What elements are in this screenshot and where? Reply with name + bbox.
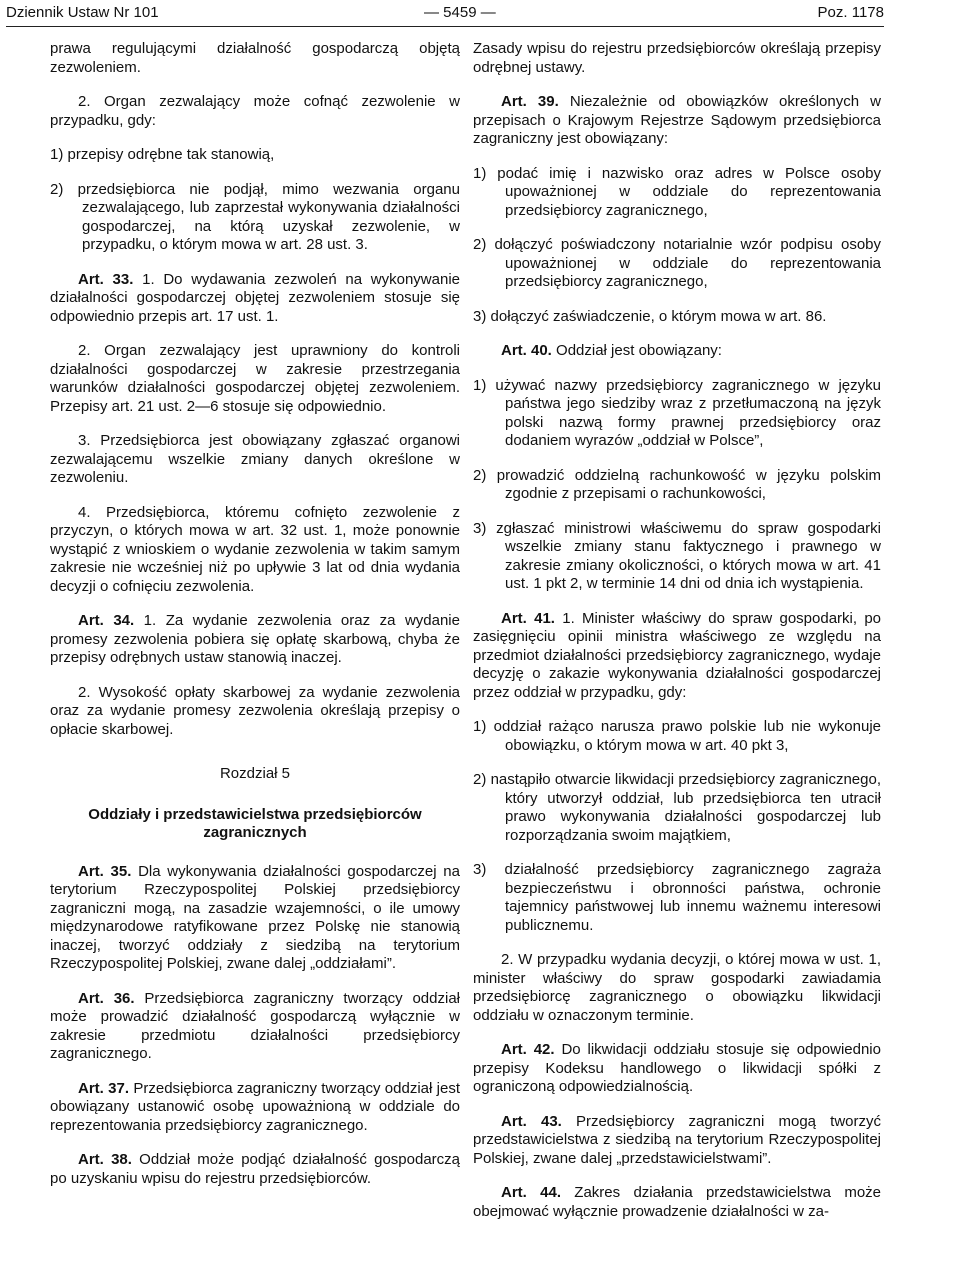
article-38 [50,1151,460,1188]
page-header [6,2,884,27]
paragraph-art33-4: 4. Przedsiębiorca, któremu cofnięto zezwolenie z przyczyn, o których mowa w art. 32 ust. 1, może ponownie wystąpić z wnioskiem o wydanie zezwolenia w takim samym zakresie nie wcześniej niż po upływie 3 lat od dnia wydania decyzji o cofnięciu zezwolenia. [50,503,460,595]
paragraph-intro: prawa regulującymi działalność gospodarczą objętą zezwoleniem. [50,40,460,76]
journal-title: Dziennik Ustaw Nr 101 [6,4,159,21]
article-label: Art. 42. [501,1041,555,1058]
paragraph-art32-2: 2. Organ zezwalający może cofnąć zezwolenie w przypadku, gdy: [50,93,460,129]
list-item: 1) podać imię i nazwisko oraz adres w Polsce osoby upoważnionej w oddziale do reprezentowania przedsiębiorcy zagranicznego, [473,164,881,219]
list-item: 3) dołączyć zaświadczenie, o którym mowa w art. 86. [473,307,827,325]
right-column [473,40,881,1237]
article-label: Art. 33. [78,270,134,288]
paragraph-intro: Zasady wpisu do rejestru przedsiębiorców określają przepisy odrębnej ustawy. [473,40,881,76]
article-label: Art. 43. [501,1112,562,1130]
article-40 [473,342,881,361]
article-label: Art. 34. [78,612,135,629]
article-label: Art. 36. [78,989,135,1007]
article-label: Art. 37. [78,1079,130,1097]
article-label: Art. 39. [501,93,559,110]
article-text: Oddział może podjąć działalność gospodarczą po uzyskaniu wpisu do rejestru przedsiębiorców. [50,1151,460,1187]
article-43 [473,1113,881,1169]
chapter-title: Oddziały i przedstawicielstwa przedsiębiorców zagranicznych [88,805,422,841]
list-item: 1) przepisy odrębne tak stanowią, [50,146,275,163]
article-label: Art. 41. [501,609,555,627]
article-label: Art. 35. [78,862,132,880]
article-44 [473,1184,881,1221]
article-text: 1. Do wydawania zezwoleń na wykonywanie działalności gospodarczej objętej zezwoleniem stosuje się odpowiednio przepis art. 17 ust. 1. [50,270,461,325]
list-item: 3) zgłaszać ministrowi właściwemu do spraw gospodarki wszelkie zmiany stanu faktycznego i prawnego w zakresie zmiany okoliczności, o których mowa w art. 41 ust. 1 pkt 2, w terminie 14 dni od dnia ich wystąpienia. [473,519,881,592]
article-text: 1. Minister właściwy do spraw gospodarki, po zasięgnięciu opinii ministra właściwego ze względu na przedmiot działalności przedsiębiorcy zagranicznego, wydaje decyzję o zakazie wykonywania działalności gospodarczej przez oddział w przypadku, gdy: [473,609,881,701]
article-text: Przedsiębiorcy zagraniczni mogą tworzyć przedstawicielstwa z siedzibą na terytorium Rzeczypospolitej Polskiej, zwane dalej „przedstawicielstwami”. [473,1112,881,1167]
article-35 [50,863,460,974]
list-item: 2) dołączyć poświadczony notarialnie wzór podpisu osoby upoważnionej w oddziale do reprezentowania przedsiębiorcy zagranicznego, [473,236,881,290]
list-item: 2) prowadzić oddzielną rachunkowość w języku polskim zgodnie z przepisami o rachunkowości, [473,466,881,502]
article-text: Do likwidacji oddziału stosuje się odpowiednio przepisy Kodeksu handlowego o likwidacji spółki z ograniczoną odpowiedzialnością. [473,1041,881,1095]
list-item: 1) oddział rażąco narusza prawo polskie lub nie wykonuje obowiązku, o którym mowa w art. 40 pkt 3, [473,718,881,754]
paragraph-art34-2: 2. Wysokość opłaty skarbowej za wydanie zezwolenia oraz za wydanie promesy zezwolenia określają przepisy o opłacie skarbowej. [50,683,460,738]
article-label: Art. 38. [78,1151,132,1168]
article-42 [473,1041,881,1097]
page-number: — 5459 — [424,4,496,21]
paragraph-art33-3: 3. Przedsiębiorca jest obowiązany zgłaszać organowi zezwalającemu wszelkie zmiany danych określone w zezwoleniu. [50,432,460,486]
article-label: Art. 44. [501,1184,561,1201]
article-text: Dla wykonywania działalności gospodarczej na terytorium Rzeczypospolitej Polskiej przedsiębiorcy zagraniczni mogą, na zasadzie wzajemności, o ile umowy międzynarodowe ratyfikowane przez Polskę nie stanowią inaczej, tworzyć oddziały z siedzibą na terytorium Rzeczypospolitej Polskiej, zwane dalej „oddziałami”. [50,862,460,972]
list-item: 2) nastąpiło otwarcie likwidacji przedsiębiorcy zagranicznego, który utworzył oddział, lub przedsiębiorca ten utracił prawo wykonywania działalności gospodarczej lub rozporządzania swoim majątkiem, [473,771,881,844]
article-33 [50,271,460,327]
article-text: Niezależnie od obowiązków określonych w przepisach o Krajowym Rejestrze Sądowym przedsiębiorca zagraniczny jest obowiązany: [473,93,881,147]
list-item: 2) przedsiębiorca nie podjął, mimo wezwania organu zezwalającego, lub zaprzestał wykonywania działalności gospodarczej, na którą uzyskał zezwolenie, w przypadku, o którym mowa w art. 28 ust. 3. [50,180,460,253]
article-text: Oddział jest obowiązany: [551,342,722,359]
article-34 [50,612,460,668]
chapter-number: Rozdział 5 [219,765,291,782]
left-column [50,40,460,1204]
paragraph-art33-2: 2. Organ zezwalający jest uprawniony do kontroli działalności gospodarczej w zakresie przestrzegania warunków działalności gospodarczej objętej zezwoleniem. Przepisy art. 21 ust. 2—6 stosuje się odpowiednio. [50,342,460,415]
article-text: Przedsiębiorca zagraniczny tworzący oddział jest obowiązany ustanowić osobę upoważnioną w oddziale do reprezentowania przedsiębiorcy zagranicznego. [50,1079,460,1134]
article-label: Art. 40. [501,342,552,359]
paragraph-art41-2: 2. W przypadku wydania decyzji, o której mowa w ust. 1, minister właściwy do spraw gospodarki zawiadamia przedsiębiorcę zagranicznego o obowiązku likwidacji oddziału w oznaczonym terminie. [473,951,881,1024]
article-37 [50,1080,460,1136]
position-number: Poz. 1178 [817,4,884,21]
article-39 [473,93,881,149]
article-text: Przedsiębiorca zagraniczny tworzący oddział może prowadzić działalność gospodarczą wyłącznie w zakresie przedmiotu działalności przedsiębiorcy zagranicznego. [50,989,460,1062]
article-text: 1. Za wydanie zezwolenia oraz za wydanie promesy zezwolenia pobiera się opłatę skarbową, chyba że przepisy odrębnych ustaw stanowią inaczej. [50,612,460,666]
article-36 [50,990,460,1064]
article-text: Zakres działania przedstawicielstwa może obejmować wyłącznie prowadzenie działalności w za- [473,1184,881,1220]
list-item: 1) używać nazwy przedsiębiorcy zagranicznego w języku państwa jego siedziby wraz z przetłumaczoną na język polski nazwą formy prawnej przedsiębiorcy oraz dodaniem wyrazów „oddział w Polsce”, [473,376,881,449]
list-item: 3) działalność przedsiębiorcy zagranicznego zagraża bezpieczeństwu i obronności państwa, ochronie tajemnicy państwowej lub innemu ważnemu interesowi publicznemu. [473,861,881,934]
article-41 [473,610,881,703]
